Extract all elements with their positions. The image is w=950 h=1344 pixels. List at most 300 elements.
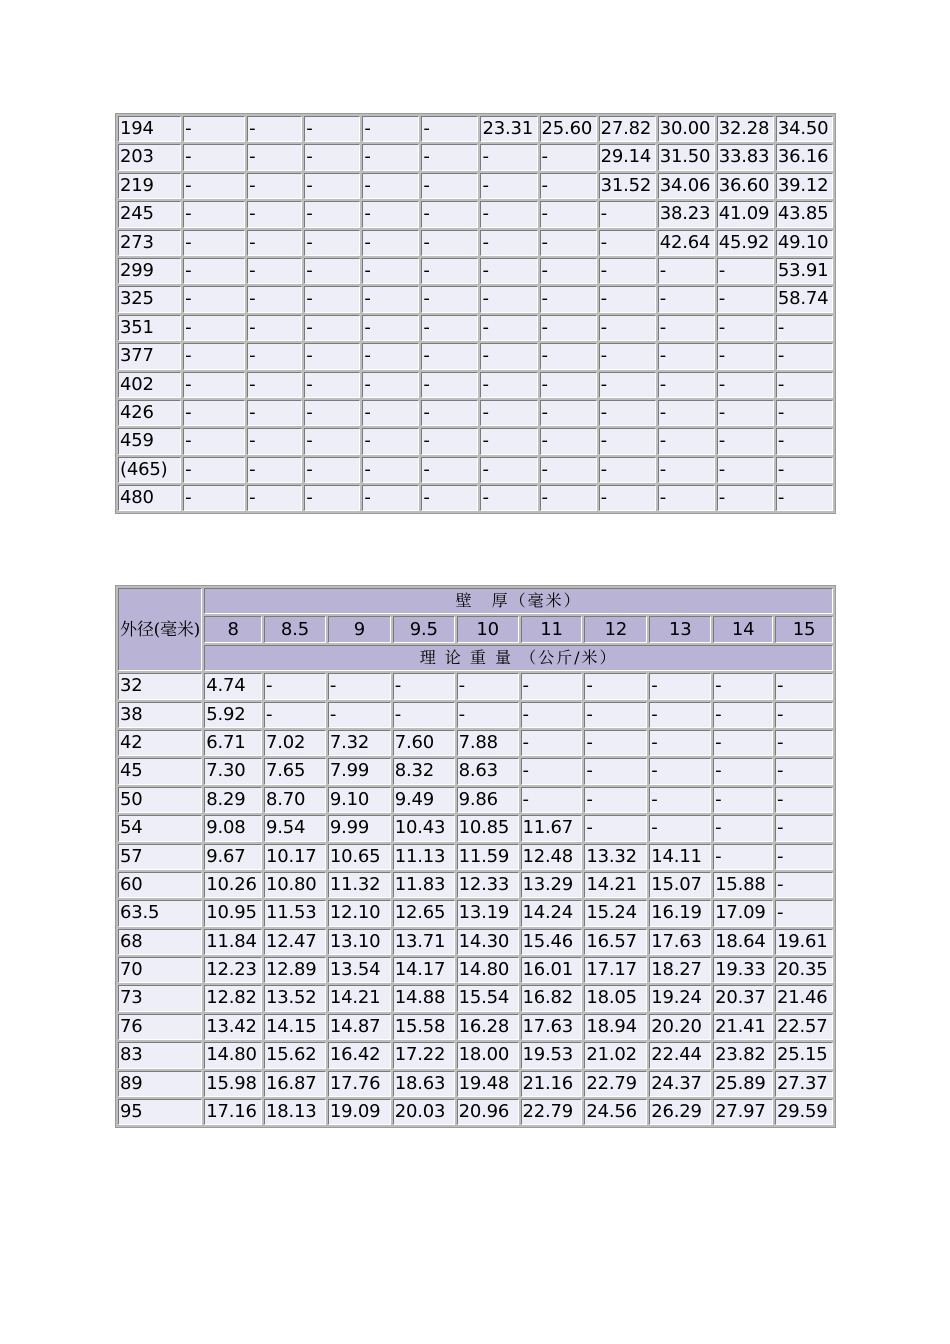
weight-cell: - bbox=[304, 144, 360, 170]
weight-cell: 15.46 bbox=[521, 929, 583, 955]
weight-cell: 12.23 bbox=[204, 957, 262, 983]
weight-cell: 13.42 bbox=[204, 1014, 262, 1040]
weight-cell: 21.46 bbox=[775, 985, 833, 1011]
table-row bbox=[118, 201, 833, 227]
weight-cell: - bbox=[304, 230, 360, 256]
weight-cell: - bbox=[540, 457, 597, 483]
table-row bbox=[118, 787, 833, 813]
weight-cell: - bbox=[584, 815, 647, 841]
weight-cell: - bbox=[480, 230, 537, 256]
table2-body bbox=[118, 673, 833, 1125]
weight-cell: 14.15 bbox=[264, 1014, 326, 1040]
weight-cell: - bbox=[717, 372, 774, 398]
weight-cell: - bbox=[421, 144, 478, 170]
weight-cell: - bbox=[421, 457, 478, 483]
weight-cell: - bbox=[521, 673, 583, 699]
weight-cell: 26.29 bbox=[649, 1099, 711, 1125]
outer-diameter-cell: 273 bbox=[118, 230, 181, 256]
weight-cell: - bbox=[183, 258, 245, 284]
weight-cell: - bbox=[183, 372, 245, 398]
weight-cell: - bbox=[362, 400, 419, 426]
weight-cell: 21.02 bbox=[584, 1042, 647, 1068]
table-row bbox=[118, 343, 833, 369]
weight-cell: - bbox=[457, 702, 519, 728]
weight-cell: 18.64 bbox=[713, 929, 773, 955]
header-row-thickness bbox=[118, 616, 833, 642]
weight-cell: - bbox=[658, 428, 715, 454]
weight-cell: - bbox=[421, 173, 478, 199]
table-row bbox=[118, 844, 833, 870]
weight-cell: 16.82 bbox=[521, 985, 583, 1011]
weight-cell: - bbox=[717, 343, 774, 369]
weight-cell: 7.30 bbox=[204, 758, 262, 784]
weight-cell: 27.97 bbox=[713, 1099, 773, 1125]
table-row bbox=[118, 815, 833, 841]
weight-cell: - bbox=[304, 343, 360, 369]
weight-cell: 17.09 bbox=[713, 900, 773, 926]
weight-cell: 6.71 bbox=[204, 730, 262, 756]
outer-diameter-cell: 203 bbox=[118, 144, 181, 170]
weight-cell: 11.53 bbox=[264, 900, 326, 926]
weight-cell: - bbox=[713, 844, 773, 870]
weight-cell: - bbox=[304, 400, 360, 426]
weight-cell: 16.87 bbox=[264, 1071, 326, 1097]
weight-cell: 7.32 bbox=[328, 730, 391, 756]
steel-pipe-weight-table bbox=[115, 585, 836, 1128]
weight-cell: 9.86 bbox=[457, 787, 519, 813]
weight-cell: 53.91 bbox=[776, 258, 833, 284]
outer-diameter-header: 外径(毫米) bbox=[118, 588, 202, 671]
weight-cell: - bbox=[717, 400, 774, 426]
weight-cell: - bbox=[304, 372, 360, 398]
table-row bbox=[118, 1071, 833, 1097]
weight-cell: 25.89 bbox=[713, 1071, 773, 1097]
weight-cell: 19.33 bbox=[713, 957, 773, 983]
weight-cell: - bbox=[183, 201, 245, 227]
weight-cell: 27.82 bbox=[599, 116, 656, 142]
outer-diameter-cell: 68 bbox=[118, 929, 202, 955]
weight-cell: 17.76 bbox=[328, 1071, 391, 1097]
weight-cell: 21.41 bbox=[713, 1014, 773, 1040]
table-row bbox=[118, 428, 833, 454]
weight-cell: 14.11 bbox=[649, 844, 711, 870]
weight-cell: - bbox=[480, 258, 537, 284]
table-row bbox=[118, 730, 833, 756]
weight-cell: - bbox=[264, 702, 326, 728]
weight-cell: 16.28 bbox=[457, 1014, 519, 1040]
outer-diameter-cell: 63.5 bbox=[118, 900, 202, 926]
weight-cell: - bbox=[649, 815, 711, 841]
table-row bbox=[118, 929, 833, 955]
weight-cell: 20.35 bbox=[775, 957, 833, 983]
theoretical-weight-header: 理 论 重 量 （公斤/米） bbox=[204, 645, 833, 671]
weight-cell: - bbox=[304, 201, 360, 227]
weight-cell: 36.16 bbox=[776, 144, 833, 170]
weight-cell: - bbox=[717, 286, 774, 312]
weight-cell: - bbox=[362, 116, 419, 142]
weight-cell: 17.63 bbox=[649, 929, 711, 955]
weight-cell: - bbox=[247, 343, 302, 369]
weight-cell: - bbox=[776, 372, 833, 398]
weight-cell: 27.37 bbox=[775, 1071, 833, 1097]
weight-cell: - bbox=[599, 258, 656, 284]
weight-cell: - bbox=[247, 315, 302, 341]
weight-cell: 15.98 bbox=[204, 1071, 262, 1097]
weight-cell: - bbox=[362, 428, 419, 454]
weight-cell: - bbox=[304, 258, 360, 284]
weight-cell: 39.12 bbox=[776, 173, 833, 199]
weight-cell: - bbox=[649, 758, 711, 784]
weight-cell: - bbox=[183, 428, 245, 454]
weight-cell: - bbox=[540, 286, 597, 312]
outer-diameter-cell: 38 bbox=[118, 702, 202, 728]
thickness-header-cell: 10 bbox=[457, 616, 519, 642]
weight-cell: 16.01 bbox=[521, 957, 583, 983]
weight-cell: - bbox=[328, 673, 391, 699]
table-row bbox=[118, 116, 833, 142]
weight-cell: - bbox=[776, 343, 833, 369]
weight-cell: 49.10 bbox=[776, 230, 833, 256]
weight-cell: 9.08 bbox=[204, 815, 262, 841]
weight-cell: - bbox=[599, 286, 656, 312]
weight-cell: 7.60 bbox=[393, 730, 455, 756]
weight-cell: - bbox=[717, 457, 774, 483]
weight-cell: - bbox=[521, 702, 583, 728]
weight-cell: - bbox=[584, 673, 647, 699]
table-row bbox=[118, 1014, 833, 1040]
weight-cell: - bbox=[421, 400, 478, 426]
weight-cell: - bbox=[247, 116, 302, 142]
weight-cell: - bbox=[183, 343, 245, 369]
weight-cell: - bbox=[599, 400, 656, 426]
outer-diameter-cell: 50 bbox=[118, 787, 202, 813]
weight-cell: 14.87 bbox=[328, 1014, 391, 1040]
weight-cell: - bbox=[658, 372, 715, 398]
weight-cell: 12.89 bbox=[264, 957, 326, 983]
weight-cell: 36.60 bbox=[717, 173, 774, 199]
weight-cell: - bbox=[421, 286, 478, 312]
weight-cell: - bbox=[540, 173, 597, 199]
weight-cell: 23.82 bbox=[713, 1042, 773, 1068]
weight-cell: 17.16 bbox=[204, 1099, 262, 1125]
weight-cell: - bbox=[304, 485, 360, 511]
outer-diameter-cell: 60 bbox=[118, 872, 202, 898]
weight-cell: 42.64 bbox=[658, 230, 715, 256]
weight-cell: 10.65 bbox=[328, 844, 391, 870]
weight-cell: 12.33 bbox=[457, 872, 519, 898]
steel-pipe-weight-table-continued bbox=[115, 113, 836, 514]
weight-cell: - bbox=[480, 315, 537, 341]
thickness-header-cell: 15 bbox=[775, 616, 833, 642]
weight-cell: - bbox=[304, 116, 360, 142]
weight-cell: - bbox=[540, 315, 597, 341]
weight-cell: 22.79 bbox=[584, 1071, 647, 1097]
weight-cell: - bbox=[362, 315, 419, 341]
weight-cell: 14.21 bbox=[584, 872, 647, 898]
weight-cell: - bbox=[599, 372, 656, 398]
weight-cell: 25.15 bbox=[775, 1042, 833, 1068]
weight-cell: 11.83 bbox=[393, 872, 455, 898]
weight-cell: - bbox=[480, 457, 537, 483]
weight-cell: 19.53 bbox=[521, 1042, 583, 1068]
weight-cell: 20.20 bbox=[649, 1014, 711, 1040]
weight-cell: 12.10 bbox=[328, 900, 391, 926]
weight-cell: 24.56 bbox=[584, 1099, 647, 1125]
weight-cell: 58.74 bbox=[776, 286, 833, 312]
weight-cell: 16.42 bbox=[328, 1042, 391, 1068]
weight-cell: - bbox=[247, 286, 302, 312]
weight-cell: - bbox=[658, 457, 715, 483]
table-row bbox=[118, 1099, 833, 1125]
outer-diameter-cell: 377 bbox=[118, 343, 181, 369]
weight-cell: 5.92 bbox=[204, 702, 262, 728]
weight-cell: - bbox=[775, 844, 833, 870]
header-row-weight bbox=[118, 645, 833, 671]
table-row bbox=[118, 372, 833, 398]
weight-cell: 34.50 bbox=[776, 116, 833, 142]
outer-diameter-cell: (465) bbox=[118, 457, 181, 483]
header-row-wall bbox=[118, 588, 833, 614]
weight-cell: 19.48 bbox=[457, 1071, 519, 1097]
weight-cell: 15.62 bbox=[264, 1042, 326, 1068]
thickness-header-cell: 9.5 bbox=[393, 616, 455, 642]
weight-cell: - bbox=[717, 428, 774, 454]
thickness-header-cell: 8 bbox=[204, 616, 262, 642]
weight-cell: - bbox=[776, 400, 833, 426]
weight-cell: - bbox=[540, 230, 597, 256]
weight-cell: - bbox=[776, 315, 833, 341]
weight-cell: 43.85 bbox=[776, 201, 833, 227]
weight-cell: - bbox=[304, 286, 360, 312]
weight-cell: - bbox=[776, 428, 833, 454]
weight-cell: - bbox=[584, 730, 647, 756]
weight-cell: - bbox=[247, 144, 302, 170]
weight-cell: 14.80 bbox=[457, 957, 519, 983]
weight-cell: 13.54 bbox=[328, 957, 391, 983]
table-row bbox=[118, 144, 833, 170]
weight-cell: - bbox=[775, 900, 833, 926]
weight-cell: - bbox=[183, 173, 245, 199]
table-row bbox=[118, 258, 833, 284]
weight-cell: - bbox=[599, 428, 656, 454]
weight-cell: - bbox=[713, 730, 773, 756]
weight-cell: - bbox=[362, 230, 419, 256]
weight-cell: - bbox=[362, 457, 419, 483]
weight-cell: - bbox=[584, 787, 647, 813]
weight-cell: - bbox=[775, 758, 833, 784]
weight-cell: 18.05 bbox=[584, 985, 647, 1011]
weight-cell: 14.21 bbox=[328, 985, 391, 1011]
weight-cell: - bbox=[247, 372, 302, 398]
weight-cell: - bbox=[247, 457, 302, 483]
weight-cell: - bbox=[304, 315, 360, 341]
weight-cell: 10.43 bbox=[393, 815, 455, 841]
weight-cell: - bbox=[599, 201, 656, 227]
table-row bbox=[118, 673, 833, 699]
weight-cell: 11.59 bbox=[457, 844, 519, 870]
weight-cell: - bbox=[421, 201, 478, 227]
thickness-header-cell: 9 bbox=[328, 616, 391, 642]
weight-cell: - bbox=[480, 372, 537, 398]
weight-cell: 38.23 bbox=[658, 201, 715, 227]
weight-cell: 17.63 bbox=[521, 1014, 583, 1040]
outer-diameter-cell: 45 bbox=[118, 758, 202, 784]
weight-cell: 9.49 bbox=[393, 787, 455, 813]
weight-cell: 18.94 bbox=[584, 1014, 647, 1040]
outer-diameter-cell: 32 bbox=[118, 673, 202, 699]
weight-cell: - bbox=[247, 201, 302, 227]
weight-cell: - bbox=[480, 201, 537, 227]
weight-cell: 31.50 bbox=[658, 144, 715, 170]
weight-cell: - bbox=[540, 372, 597, 398]
weight-cell: 13.71 bbox=[393, 929, 455, 955]
weight-cell: - bbox=[304, 428, 360, 454]
weight-cell: - bbox=[247, 258, 302, 284]
weight-cell: 7.65 bbox=[264, 758, 326, 784]
weight-cell: - bbox=[183, 400, 245, 426]
weight-cell: - bbox=[362, 173, 419, 199]
thickness-header-cell: 13 bbox=[649, 616, 711, 642]
weight-cell: 25.60 bbox=[540, 116, 597, 142]
weight-cell: - bbox=[421, 343, 478, 369]
weight-cell: 8.70 bbox=[264, 787, 326, 813]
weight-cell: 13.29 bbox=[521, 872, 583, 898]
weight-cell: - bbox=[421, 315, 478, 341]
weight-cell: 14.30 bbox=[457, 929, 519, 955]
weight-cell: 7.02 bbox=[264, 730, 326, 756]
weight-cell: - bbox=[480, 144, 537, 170]
weight-cell: 18.13 bbox=[264, 1099, 326, 1125]
weight-cell: - bbox=[776, 457, 833, 483]
weight-cell: - bbox=[584, 702, 647, 728]
outer-diameter-cell: 299 bbox=[118, 258, 181, 284]
weight-cell: - bbox=[658, 258, 715, 284]
weight-cell: - bbox=[183, 230, 245, 256]
weight-cell: 45.92 bbox=[717, 230, 774, 256]
weight-cell: - bbox=[362, 343, 419, 369]
weight-cell: - bbox=[540, 428, 597, 454]
outer-diameter-cell: 325 bbox=[118, 286, 181, 312]
weight-cell: - bbox=[362, 201, 419, 227]
weight-cell: 18.00 bbox=[457, 1042, 519, 1068]
weight-cell: - bbox=[480, 343, 537, 369]
outer-diameter-cell: 42 bbox=[118, 730, 202, 756]
weight-cell: 9.54 bbox=[264, 815, 326, 841]
weight-cell: 11.32 bbox=[328, 872, 391, 898]
weight-cell: - bbox=[540, 343, 597, 369]
table1-body bbox=[118, 116, 833, 511]
weight-cell: 13.10 bbox=[328, 929, 391, 955]
weight-cell: - bbox=[247, 173, 302, 199]
weight-cell: 10.26 bbox=[204, 872, 262, 898]
weight-cell: 12.48 bbox=[521, 844, 583, 870]
weight-cell: 14.88 bbox=[393, 985, 455, 1011]
weight-cell: 11.67 bbox=[521, 815, 583, 841]
weight-cell: - bbox=[421, 116, 478, 142]
weight-cell: 30.00 bbox=[658, 116, 715, 142]
weight-cell: - bbox=[713, 702, 773, 728]
outer-diameter-cell: 219 bbox=[118, 173, 181, 199]
weight-cell: 17.22 bbox=[393, 1042, 455, 1068]
weight-cell: - bbox=[540, 485, 597, 511]
weight-cell: - bbox=[362, 258, 419, 284]
thickness-header-cell: 11 bbox=[521, 616, 583, 642]
weight-cell: 21.16 bbox=[521, 1071, 583, 1097]
weight-cell: - bbox=[480, 485, 537, 511]
thickness-header-cell: 12 bbox=[584, 616, 647, 642]
outer-diameter-cell: 70 bbox=[118, 957, 202, 983]
weight-cell: - bbox=[480, 400, 537, 426]
table-row bbox=[118, 702, 833, 728]
table-row bbox=[118, 957, 833, 983]
weight-cell: 11.13 bbox=[393, 844, 455, 870]
weight-cell: 19.09 bbox=[328, 1099, 391, 1125]
weight-cell: - bbox=[393, 702, 455, 728]
weight-cell: 16.57 bbox=[584, 929, 647, 955]
weight-cell: 16.19 bbox=[649, 900, 711, 926]
weight-cell: - bbox=[421, 428, 478, 454]
weight-cell: 10.85 bbox=[457, 815, 519, 841]
thickness-header-cell: 14 bbox=[713, 616, 773, 642]
weight-cell: - bbox=[521, 787, 583, 813]
weight-cell: - bbox=[362, 144, 419, 170]
weight-cell: - bbox=[421, 485, 478, 511]
weight-cell: - bbox=[649, 787, 711, 813]
weight-cell: - bbox=[304, 457, 360, 483]
weight-cell: - bbox=[421, 372, 478, 398]
weight-cell: - bbox=[421, 230, 478, 256]
weight-cell: - bbox=[775, 702, 833, 728]
outer-diameter-cell: 89 bbox=[118, 1071, 202, 1097]
outer-diameter-cell: 54 bbox=[118, 815, 202, 841]
weight-cell: - bbox=[658, 400, 715, 426]
weight-cell: - bbox=[521, 758, 583, 784]
weight-cell: - bbox=[658, 485, 715, 511]
weight-cell: 15.07 bbox=[649, 872, 711, 898]
table-row bbox=[118, 286, 833, 312]
weight-cell: - bbox=[362, 286, 419, 312]
weight-cell: 9.99 bbox=[328, 815, 391, 841]
outer-diameter-cell: 57 bbox=[118, 844, 202, 870]
weight-cell: 7.99 bbox=[328, 758, 391, 784]
table-row bbox=[118, 230, 833, 256]
weight-cell: - bbox=[183, 286, 245, 312]
weight-cell: 12.82 bbox=[204, 985, 262, 1011]
table-row bbox=[118, 872, 833, 898]
weight-cell: - bbox=[776, 485, 833, 511]
weight-cell: 20.03 bbox=[393, 1099, 455, 1125]
weight-cell: - bbox=[599, 457, 656, 483]
weight-cell: 10.95 bbox=[204, 900, 262, 926]
table-row bbox=[118, 900, 833, 926]
weight-cell: - bbox=[183, 485, 245, 511]
weight-cell: - bbox=[540, 400, 597, 426]
weight-cell: - bbox=[599, 485, 656, 511]
weight-cell: - bbox=[717, 485, 774, 511]
weight-cell: - bbox=[183, 144, 245, 170]
weight-cell: - bbox=[599, 315, 656, 341]
weight-cell: - bbox=[658, 286, 715, 312]
table-row bbox=[118, 173, 833, 199]
weight-cell: - bbox=[775, 815, 833, 841]
weight-cell: - bbox=[649, 730, 711, 756]
outer-diameter-cell: 402 bbox=[118, 372, 181, 398]
table-row bbox=[118, 457, 833, 483]
weight-cell: - bbox=[183, 457, 245, 483]
weight-cell: 31.52 bbox=[599, 173, 656, 199]
weight-cell: 12.65 bbox=[393, 900, 455, 926]
weight-cell: - bbox=[649, 673, 711, 699]
